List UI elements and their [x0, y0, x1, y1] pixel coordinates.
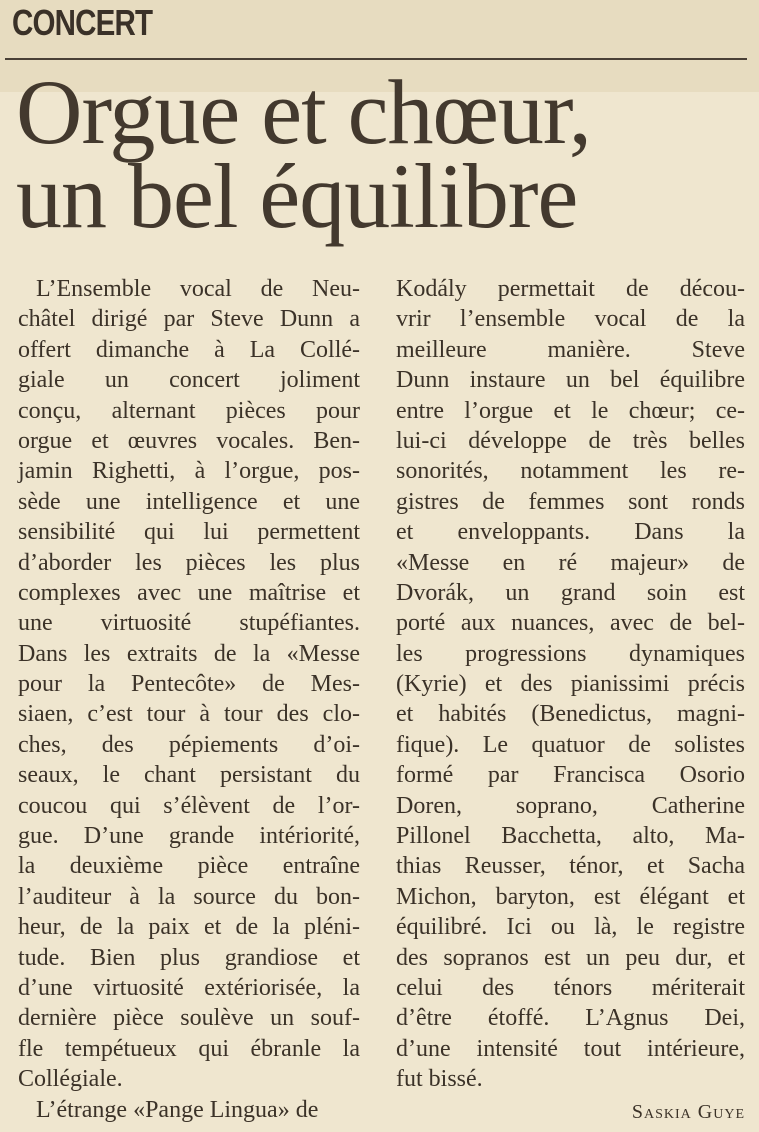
text-line: les progressions dynamiques [396, 640, 745, 667]
text-line: des sopranos est un peu dur, et [396, 944, 745, 971]
text-line: fle tempétueux qui ébranle la [18, 1035, 360, 1062]
text-line: formé par Francisca Osorio [396, 762, 745, 789]
text-line: ches, des pépiements d’oi- [18, 731, 360, 758]
article-column-left [18, 274, 360, 1125]
section-rubric: CONCERT [12, 2, 153, 43]
text-line: tude. Bien plus grandiose et [18, 944, 360, 971]
text-line: meilleure manière. Steve [396, 336, 745, 363]
text-line: et habités (Benedictus, magni- [396, 701, 745, 728]
text-line: fique). Le quatuor de solistes [396, 731, 745, 758]
text-line: pour la Pentecôte» de Mes- [18, 671, 360, 698]
headline-line-2: un bel équilibre [16, 145, 578, 247]
text-line: Michon, baryton, est élégant et [396, 883, 745, 910]
text-line: d’aborder les pièces les plus [18, 549, 360, 576]
text-line: dernière pièce soulève un souf- [18, 1005, 360, 1032]
text-line: orgue et œuvres vocales. Ben- [18, 427, 360, 454]
text-line: complexes avec une maîtrise et [18, 579, 360, 606]
text-line: seaux, le chant persistant du [18, 762, 360, 789]
text-line: sensibilité qui lui permettent [18, 519, 360, 546]
text-line: Dvorák, un grand soin est [396, 579, 745, 606]
text-line: heur, de la paix et de la pléni- [18, 914, 360, 941]
text-line: «Messe en ré majeur» de [396, 549, 745, 576]
text-line: équilibré. Ici ou là, le registre [396, 914, 745, 941]
text-line: d’être étoffé. L’Agnus Dei, [396, 1005, 745, 1032]
text-line: giale un concert joliment [18, 367, 360, 394]
text-line: coucou qui s’élèvent de l’or- [18, 792, 360, 819]
text-line: jamin Righetti, à l’orgue, pos- [18, 458, 360, 485]
text-line: Dans les extraits de la «Messe [18, 640, 360, 667]
text-line: entre l’orgue et le chœur; ce- [396, 397, 745, 424]
text-line: porté aux nuances, avec de bel- [396, 610, 745, 637]
text-line: d’une virtuosité extériorisée, la [18, 974, 360, 1001]
author-byline: Saskia Guye [631, 1101, 745, 1123]
headline [16, 61, 591, 247]
text-line: (Kyrie) et des pianissimi précis [396, 671, 745, 698]
text-line: gue. D’une grande intériorité, [18, 823, 360, 850]
text-line: Collégiale. [18, 1066, 123, 1093]
headline-line-1: Orgue et chœur, [16, 61, 591, 163]
text-line: siaen, c’est tour à tour des clo- [18, 701, 360, 728]
text-line: la deuxième pièce entraîne [18, 853, 360, 880]
text-line: L’Ensemble vocal de Neu- [36, 276, 360, 302]
text-line: l’auditeur à la source du bon- [18, 883, 360, 910]
text-line: d’une intensité tout intérieure, [396, 1035, 745, 1062]
text-line: fut bissé. [396, 1066, 483, 1093]
text-line: Doren, soprano, Catherine [396, 792, 745, 819]
article-column-right [396, 274, 745, 1095]
text-line: et enveloppants. Dans la [396, 519, 745, 546]
text-line: offert dimanche à La Collé- [18, 336, 360, 363]
text-line: châtel dirigé par Steve Dunn a [18, 306, 360, 333]
text-line: L’étrange «Pange Lingua» de [36, 1096, 319, 1123]
text-line: Pillonel Bacchetta, alto, Ma- [396, 823, 745, 850]
text-line: gistres de femmes sont ronds [396, 488, 745, 515]
text-line: vrir l’ensemble vocal de la [396, 306, 745, 333]
text-line: Kodály permettait de décou- [396, 276, 745, 302]
text-line: sonorités, notamment les re- [396, 458, 745, 485]
text-line: conçu, alternant pièces pour [18, 397, 360, 424]
divider-rule [5, 58, 747, 60]
text-line: lui-ci développe de très belles [396, 427, 745, 454]
text-line: thias Reusser, ténor, et Sacha [396, 853, 745, 880]
text-line: celui des ténors mériterait [396, 974, 745, 1001]
text-line: sède une intelligence et une [18, 488, 360, 515]
text-line: Dunn instaure un bel équilibre [396, 367, 745, 394]
text-line: une virtuosité stupéfiantes. [18, 610, 360, 637]
